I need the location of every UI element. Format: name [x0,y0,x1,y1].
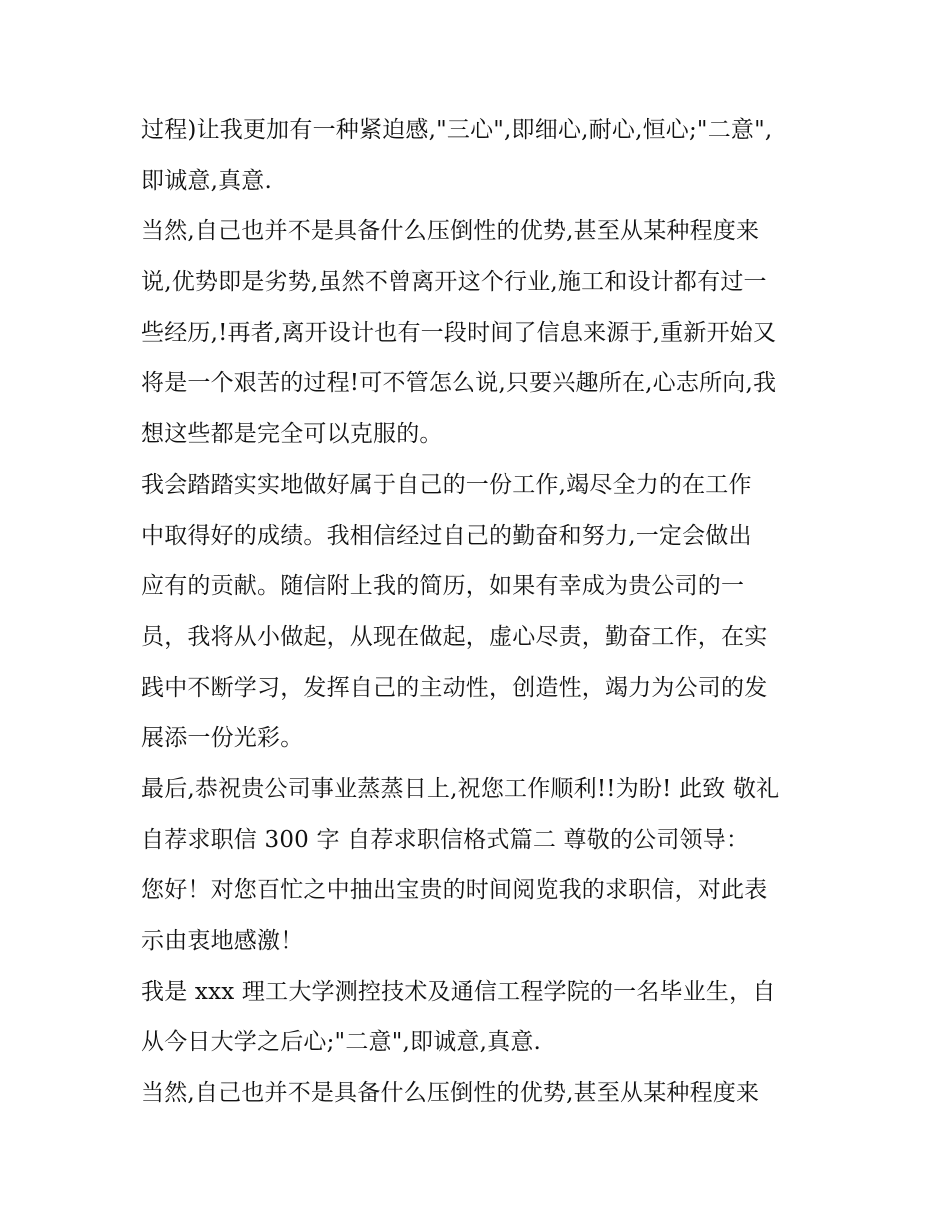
text-line: 我是 xxx 理工大学测控技术及通信工程学院的一名毕业生，自 [141,978,776,1005]
text-line: 应有的贡献。随信附上我的简历，如果有幸成为贵公司的一 [141,573,745,600]
text-line: 些经历,!再者,离开设计也有一段时间了信息来源于,重新开始又 [141,319,777,346]
text-line: 从今日大学之后心;"二意",即诚意,真意. [141,1029,542,1056]
text-line: 示由衷地感激！ [141,928,304,954]
text-line: 我会踏踏实实地做好属于自己的一份工作,竭尽全力的在工作 [141,471,752,498]
text-line: 您好！对您百忙之中抽出宝贵的时间阅览我的求职信，对此表 [141,877,768,904]
document-body [141,108,821,1122]
text-line: 即诚意,真意. [141,167,273,194]
text-line: 过程)让我更加有一种紧迫感,"三心",即细心,耐心,恒心;"二意", [141,117,773,143]
text-line: 想这些都是完全可以克服的。 [141,421,443,448]
text-line: 中取得好的成绩。我相信经过自己的勤奋和努力,一定会做出 [141,522,752,549]
text-line: 践中不断学习，发挥自己的主动性，创造性，竭力为公司的发 [141,674,768,701]
text-line: 自荐求职信 300 字 自荐求职信格式篇二 尊敬的公司领导： [141,826,750,853]
text-line: 将是一个艰苦的过程!可不管怎么说,只要兴趣所在,心志所向,我 [141,370,777,397]
text-line: 员，我将从小做起，从现在做起，虚心尽责，勤奋工作，在实 [141,623,768,650]
text-line: 当然,自己也并不是具备什么压倒性的优势,甚至从某种程度来 [141,218,760,245]
text-line: 最后,恭祝贵公司事业蒸蒸日上,祝您工作顺利!!为盼! 此致 敬礼 [141,775,780,802]
text-line: 展添一份光彩。 [141,725,304,752]
text-line: 说,优势即是劣势,虽然不曾离开这个行业,施工和设计都有过一 [141,269,767,296]
text-line: 当然,自己也并不是具备什么压倒性的优势,甚至从某种程度来 [141,1080,760,1107]
